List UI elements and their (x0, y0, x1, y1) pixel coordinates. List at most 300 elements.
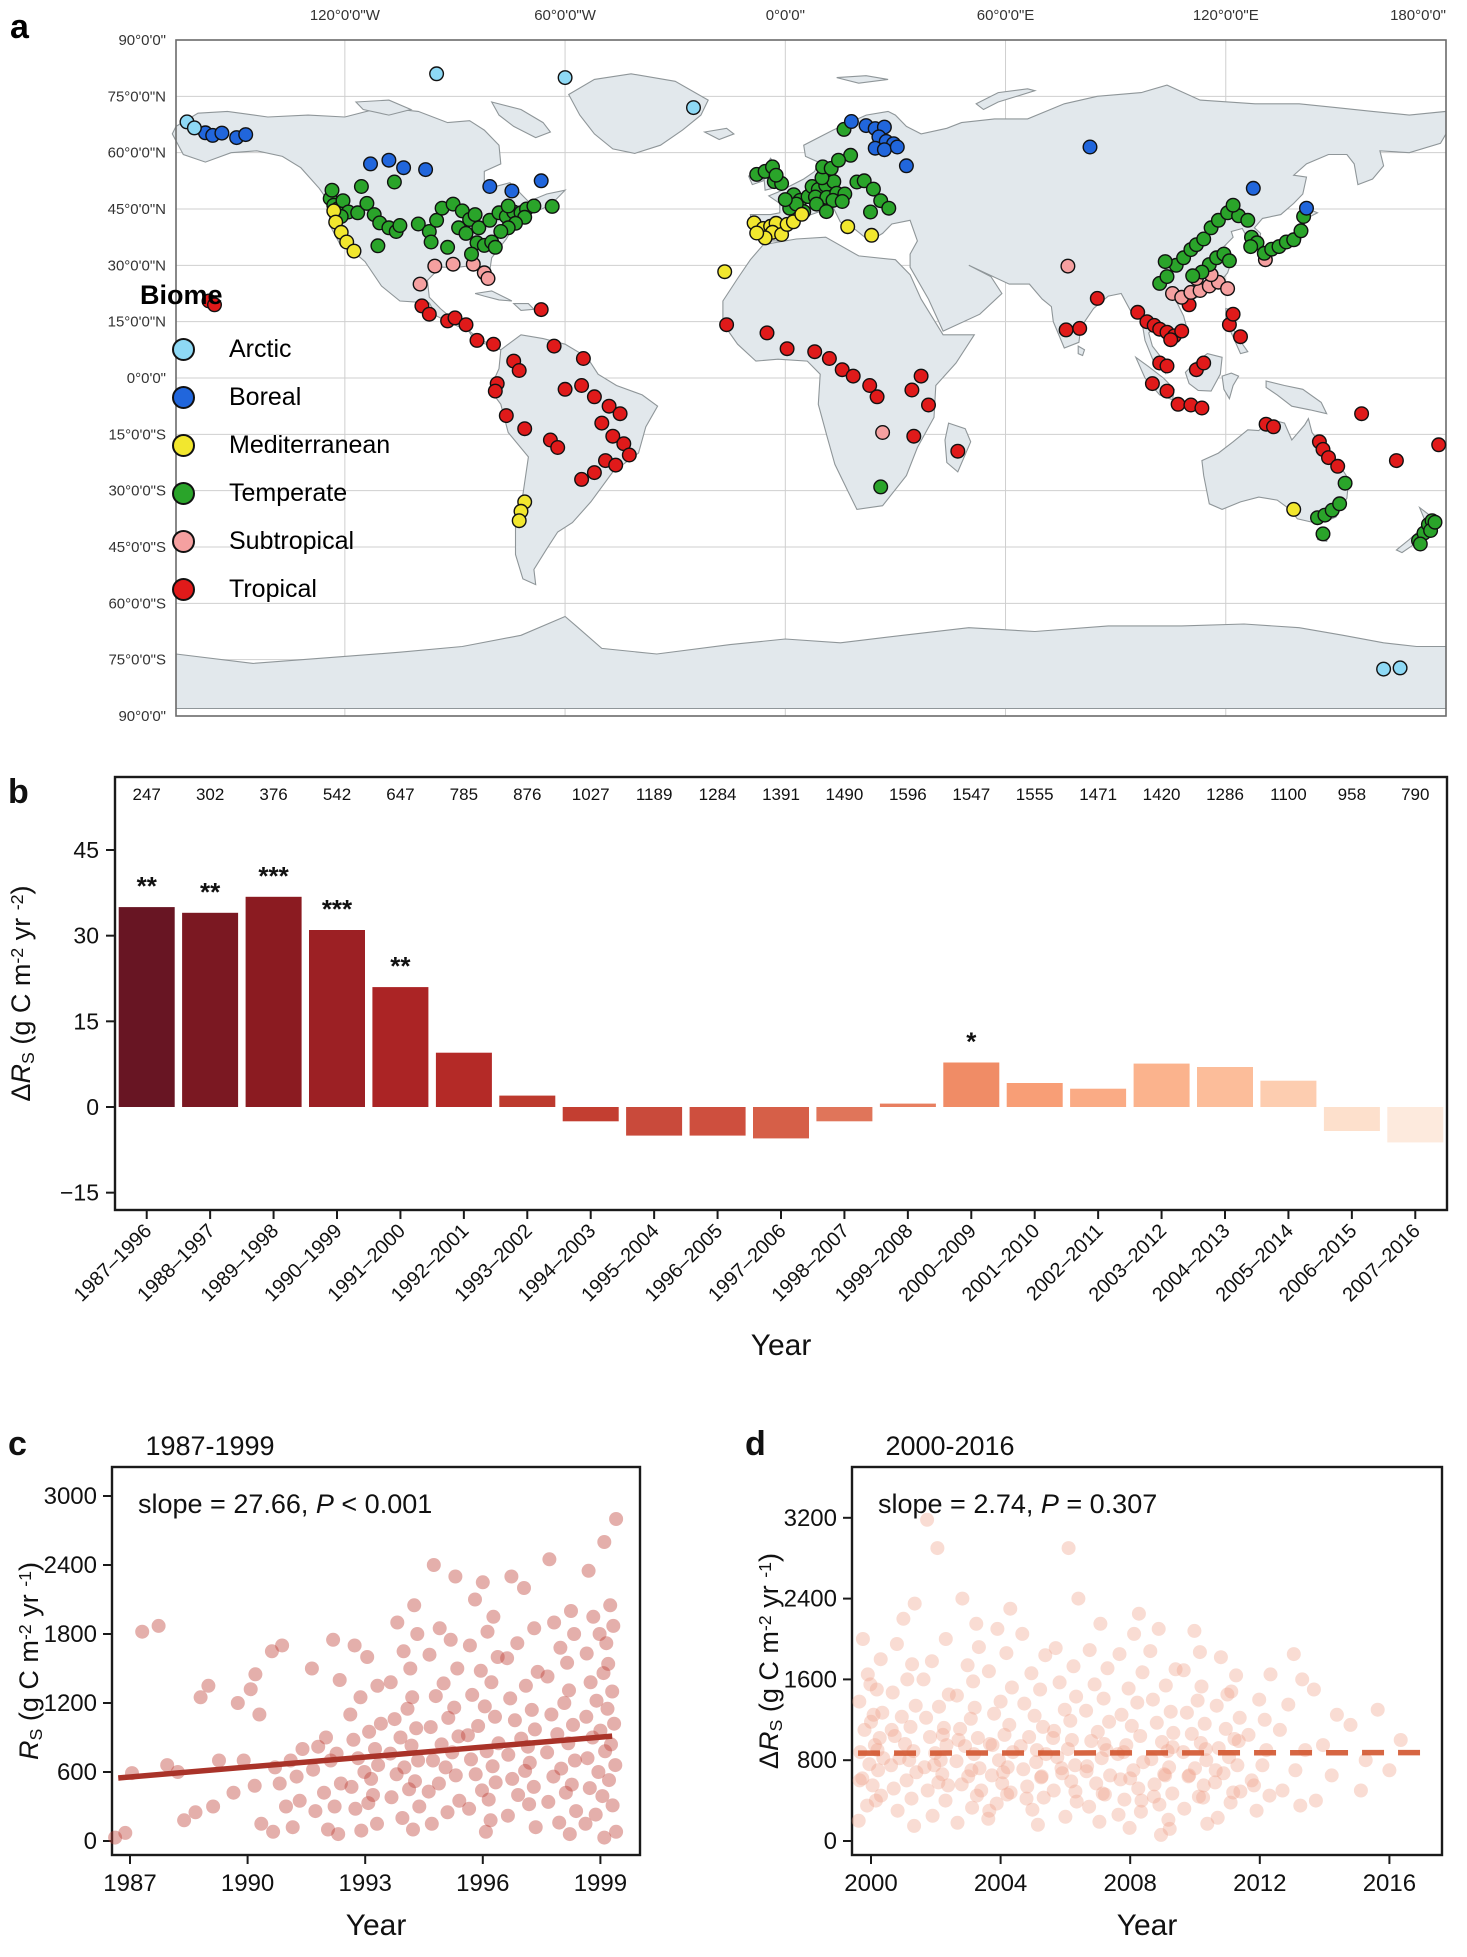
bar-count: 1391 (762, 785, 800, 804)
site-dot (876, 426, 890, 440)
scatter-dot (522, 1797, 536, 1811)
scatter-dot (1164, 1705, 1178, 1719)
scatter-dot (1096, 1787, 1110, 1801)
site-dot (1171, 398, 1185, 412)
panel-b-xlabel: Year (750, 1329, 812, 1362)
site-dot (459, 227, 473, 241)
scatter-dot (927, 1758, 941, 1772)
scatter-dot (1115, 1708, 1129, 1722)
x-tick-label: 2004 (973, 1870, 1028, 1897)
scatter-dot (1055, 1761, 1069, 1775)
scatter-dot (961, 1658, 975, 1672)
site-dot (1432, 438, 1446, 452)
scatter-dot (177, 1813, 191, 1827)
scatter-dot (406, 1823, 420, 1837)
scatter-dot (1177, 1663, 1191, 1677)
legend-item-tropical (140, 565, 440, 613)
site-dot (355, 180, 369, 194)
legend-label: Subtropical (229, 526, 355, 555)
site-dot (393, 219, 407, 233)
site-dot (1160, 270, 1174, 284)
scatter-dot (1307, 1683, 1321, 1697)
scatter-dot (447, 1701, 461, 1715)
site-dot (430, 67, 444, 81)
scatter-dot (1214, 1650, 1228, 1664)
site-dot (750, 226, 764, 240)
x-tick-label: 1987–1996 (69, 1219, 157, 1307)
site-dot (841, 220, 855, 234)
bar-1987–1996 (119, 907, 175, 1107)
scatter-dot (1068, 1785, 1082, 1799)
panel-c-letter: c (8, 1425, 27, 1463)
bar-count: 247 (132, 785, 161, 804)
scatter-dot (345, 1780, 359, 1794)
scatter-dot (206, 1800, 220, 1814)
scatter-dot (286, 1820, 300, 1834)
scatter-dot (567, 1627, 581, 1641)
map-lon-label: 180°0'0" (1390, 7, 1446, 24)
x-tick-label: 1996–2005 (640, 1219, 728, 1307)
bar-1994–2003 (563, 1107, 619, 1121)
site-dot (914, 369, 928, 383)
scatter-dot (1177, 1802, 1191, 1816)
scatter-dot (1135, 1794, 1149, 1808)
scatter-dot (609, 1512, 623, 1526)
bar-1989–1998 (246, 897, 302, 1107)
bar-1995–2004 (626, 1107, 682, 1136)
site-dot (527, 199, 541, 213)
site-dot (864, 205, 878, 219)
scatter-dot (1016, 1762, 1030, 1776)
scatter-dot (966, 1674, 980, 1688)
site-dot (534, 174, 548, 188)
scatter-dot (1187, 1624, 1201, 1638)
scatter-dot (448, 1570, 462, 1584)
scatter-dot (525, 1703, 539, 1717)
scatter-dot (343, 1708, 357, 1722)
scatter-dot (925, 1654, 939, 1668)
scatter-dot (152, 1619, 166, 1633)
bar-1990–1999 (309, 930, 365, 1107)
scatter-dot (1211, 1811, 1225, 1825)
site-dot (1267, 420, 1281, 434)
site-dot (832, 153, 846, 167)
scatter-dot (321, 1823, 335, 1837)
site-dot (882, 201, 896, 215)
site-dot (874, 480, 888, 494)
site-dot (613, 407, 627, 421)
site-dot (481, 272, 495, 286)
scatter-dot (517, 1581, 531, 1595)
site-dot (428, 259, 442, 273)
scatter-dot (1182, 1768, 1196, 1782)
bar-count: 302 (195, 785, 225, 804)
scatter-dot (405, 1690, 419, 1704)
bar-count: 1027 (571, 785, 610, 804)
scatter-dot (1136, 1665, 1150, 1679)
scatter-dot (951, 1816, 965, 1830)
scatter-dot (1123, 1821, 1137, 1835)
site-dot (1061, 259, 1075, 273)
map-lon-label: 60°0'0"E (976, 7, 1035, 24)
scatter-dot (895, 1710, 909, 1724)
scatter-dot (1031, 1818, 1045, 1832)
site-dot (382, 153, 396, 167)
scatter-dot (1371, 1703, 1385, 1717)
scatter-dot (919, 1711, 933, 1725)
site-dot (364, 157, 378, 171)
scatter-dot (1354, 1784, 1368, 1798)
scatter-dot (886, 1686, 900, 1700)
site-dot (1160, 359, 1174, 373)
scatter-dot (891, 1804, 905, 1818)
x-tick-label: 2001–2010 (957, 1219, 1045, 1307)
bar-count: 1596 (888, 785, 927, 804)
scatter-dot (484, 1813, 498, 1827)
scatter-dot (1092, 1815, 1106, 1829)
bar-1991–2000 (372, 987, 428, 1107)
scatter-dot (488, 1710, 502, 1724)
scatter-dot (563, 1827, 577, 1841)
site-dot (512, 364, 526, 378)
x-tick-label: 1990 (220, 1870, 275, 1897)
site-dot (1428, 515, 1442, 529)
scatter-dot (486, 1610, 500, 1624)
scatter-dot (896, 1612, 910, 1626)
scatter-dot (135, 1625, 149, 1639)
map-lon-label: 120°0'0"E (1192, 7, 1259, 24)
bar-1997–2006 (753, 1107, 809, 1138)
x-tick-label: 1998–2007 (767, 1219, 854, 1307)
scatter-dot (569, 1804, 583, 1818)
scatter-dot (468, 1593, 482, 1607)
scatter-dot (1185, 1727, 1199, 1741)
scatter-dot (348, 1639, 362, 1653)
scatter-dot (432, 1777, 446, 1791)
scatter-dot (607, 1717, 621, 1731)
site-dot (1331, 460, 1345, 474)
scatter-dot (1394, 1733, 1408, 1747)
scatter-dot (568, 1754, 582, 1768)
y-tick-label: 1200 (43, 1690, 97, 1717)
scatter-dot (1152, 1622, 1166, 1636)
scatter-dot (463, 1639, 477, 1653)
scatter-dot (1263, 1789, 1277, 1803)
significance-stars: *** (321, 893, 353, 924)
site-dot (595, 416, 609, 430)
scatter-dot (1219, 1722, 1233, 1736)
scatter-dot (231, 1696, 245, 1710)
scatter-dot (1017, 1697, 1031, 1711)
site-dot (846, 369, 860, 383)
scatter-dot (395, 1811, 409, 1825)
legend-label: Temperate (229, 478, 348, 507)
scatter-dot (1146, 1693, 1160, 1707)
scatter-dot (275, 1639, 289, 1653)
scatter-dot (484, 1675, 498, 1689)
legend-dot-temperate (172, 482, 195, 505)
scatter-dot (306, 1763, 320, 1777)
map-lat-label: 45°0'0"S (108, 539, 166, 556)
scatter-dot (1058, 1810, 1072, 1824)
site-dot (1091, 292, 1105, 306)
scatter-dot (595, 1789, 609, 1803)
significance-stars: ** (136, 871, 157, 902)
site-dot (512, 514, 526, 528)
scatter-dot (560, 1656, 574, 1670)
scatter-dot (296, 1742, 310, 1756)
scatter-dot (1101, 1661, 1115, 1675)
scatter-dot (1281, 1698, 1295, 1712)
scatter-dot (856, 1632, 870, 1646)
site-dot (720, 318, 734, 332)
scatter-dot (1210, 1699, 1224, 1713)
panel-b-ylabel: ΔRS (g C m-2 yr -2) (6, 885, 38, 1102)
scatter-dot (212, 1754, 226, 1768)
site-dot (465, 247, 479, 261)
scatter-dot (319, 1731, 333, 1745)
scatter-dot (354, 1690, 368, 1704)
y-tick-label: 45 (73, 837, 99, 864)
scatter-dot (510, 1636, 524, 1650)
scatter-dot (580, 1647, 594, 1661)
site-dot (820, 205, 834, 219)
scatter-dot (409, 1721, 423, 1735)
site-dot (551, 441, 565, 455)
site-dot (239, 128, 253, 142)
scatter-dot (1233, 1711, 1247, 1725)
site-dot (419, 163, 433, 177)
scatter-dot (1252, 1693, 1266, 1707)
bar-1999–2008 (880, 1104, 936, 1107)
scatter-dot (1020, 1780, 1034, 1794)
scatter-dot (1097, 1692, 1111, 1706)
scatter-dot (1276, 1784, 1290, 1798)
legend-dot-arctic (172, 338, 195, 361)
x-tick-label: 2006–2015 (1275, 1219, 1362, 1307)
site-dot (905, 383, 919, 397)
scatter-dot (1165, 1787, 1179, 1801)
scatter-dot (1309, 1794, 1323, 1808)
scatter-dot (1166, 1726, 1180, 1740)
scatter-dot (972, 1640, 986, 1654)
scatter-dot (1035, 1769, 1049, 1783)
site-dot (878, 143, 892, 157)
scatter-dot (1123, 1771, 1137, 1785)
scatter-dot (1287, 1647, 1301, 1661)
y-tick-label: 3000 (43, 1483, 97, 1510)
scatter-dot (1148, 1777, 1162, 1791)
scatter-dot (1024, 1666, 1038, 1680)
scatter-dot (469, 1767, 483, 1781)
site-dot (900, 159, 914, 173)
scatter-dot (606, 1619, 620, 1633)
scatter-dot (1195, 1680, 1209, 1694)
scatter-dot (519, 1679, 533, 1693)
site-dot (1338, 476, 1352, 490)
x-tick-label: 1990–1999 (260, 1219, 347, 1307)
scatter-dot (579, 1710, 593, 1724)
scatter-dot (1180, 1706, 1194, 1720)
site-dot (575, 379, 589, 393)
scatter-panels-c-d (0, 1405, 1467, 1957)
scatter-dot (410, 1627, 424, 1641)
scatter-dot (527, 1621, 541, 1635)
map-lat-label: 60°0'0"N (107, 144, 166, 162)
scatter-dot (541, 1670, 555, 1684)
site-dot (505, 184, 519, 198)
scatter-dot (604, 1737, 618, 1751)
bar-1992–2001 (436, 1053, 492, 1107)
scatter-dot (279, 1800, 293, 1814)
scatter-dot (474, 1664, 488, 1678)
bar-count: 647 (386, 785, 415, 804)
site-dot (951, 444, 965, 458)
scatter-dot (968, 1701, 982, 1715)
scatter-dot (254, 1817, 268, 1831)
scatter-dot (1273, 1723, 1287, 1737)
scatter-dot (450, 1662, 464, 1676)
legend-item-mediterranean (140, 421, 440, 469)
scatter-dot (476, 1575, 490, 1589)
x-tick-label: 2016 (1362, 1870, 1417, 1897)
site-dot (1377, 662, 1391, 676)
scatter-dot (1003, 1602, 1017, 1616)
site-dot (1221, 282, 1235, 296)
bar-1998–2007 (816, 1107, 872, 1121)
scatter-dot (433, 1621, 447, 1635)
site-dot (1160, 384, 1174, 398)
scatter-dot (990, 1622, 1004, 1636)
scatter-dot (1022, 1730, 1036, 1744)
scatter-dot (939, 1794, 953, 1808)
site-dot (500, 409, 514, 423)
scatter-dot (562, 1683, 576, 1697)
site-dot (470, 334, 484, 348)
site-dot (441, 241, 455, 255)
site-dot (518, 422, 532, 436)
bar-chart-panel-b (0, 755, 1467, 1405)
bar-2003–2012 (1134, 1064, 1190, 1107)
bar-2007–2016 (1387, 1107, 1443, 1142)
scatter-dot (397, 1760, 411, 1774)
panel-d-letter: d (745, 1425, 766, 1463)
site-dot (823, 352, 837, 366)
bar-1993–2002 (499, 1096, 555, 1107)
legend-label: Tropical (229, 574, 317, 603)
scatter-dot (1193, 1645, 1207, 1659)
y-tick-label: 0 (83, 1828, 97, 1855)
significance-stars: ** (200, 876, 221, 907)
bar-2000–2009 (943, 1063, 999, 1108)
panel-d-annotation: slope = 2.74, P = 0.307 (878, 1489, 1158, 1519)
scatter-dot (273, 1777, 287, 1791)
legend-item-arctic (140, 325, 440, 373)
scatter-dot (1062, 1541, 1076, 1555)
site-dot (1300, 201, 1314, 215)
site-dot (1158, 255, 1172, 269)
panel-c-title: 1987-1999 (145, 1431, 275, 1461)
scatter-dot (511, 1788, 525, 1802)
scatter-dot (478, 1699, 492, 1713)
site-dot (808, 345, 822, 359)
scatter-dot (366, 1788, 380, 1802)
site-dot (1355, 407, 1369, 421)
map-lat-label: 30°0'0"N (107, 257, 166, 275)
site-dot (588, 390, 602, 404)
map-lat-label: 15°0'0"S (108, 426, 166, 444)
scatter-dot (1122, 1682, 1136, 1696)
scatter-dot (390, 1616, 404, 1630)
scatter-dot (593, 1627, 607, 1641)
scatter-dot (1047, 1784, 1061, 1798)
site-dot (718, 265, 732, 279)
scatter-dot (444, 1633, 458, 1647)
scatter-dot (426, 1754, 440, 1768)
x-tick-label: 1996 (456, 1870, 510, 1897)
scatter-dot (464, 1752, 478, 1766)
scatter-dot (874, 1652, 888, 1666)
site-dot (865, 229, 879, 243)
scatter-dot (357, 1765, 371, 1779)
site-dot (1241, 214, 1255, 228)
site-dot (1226, 198, 1240, 212)
map-lat-label: 30°0'0"S (108, 482, 166, 500)
bar-2006–2015 (1324, 1107, 1380, 1131)
scatter-dot (1113, 1647, 1127, 1661)
site-dot (577, 352, 591, 366)
scatter-dot (986, 1738, 1000, 1752)
scatter-dot (1020, 1792, 1034, 1806)
bar-count: 785 (449, 785, 479, 804)
scatter-dot (354, 1824, 368, 1838)
x-tick-label: 2005–2014 (1211, 1219, 1298, 1307)
scatter-dot (370, 1817, 384, 1831)
scatter-dot (547, 1616, 561, 1630)
scatter-dot (1049, 1641, 1063, 1655)
bar-count: 542 (322, 785, 352, 804)
x-tick-label: 2003–2012 (1084, 1219, 1172, 1307)
scatter-dot (481, 1625, 495, 1639)
scatter-dot (486, 1759, 500, 1773)
site-dot (487, 337, 501, 351)
scatter-dot (597, 1535, 611, 1549)
bar-count: 1547 (952, 785, 991, 804)
scatter-dot (969, 1617, 983, 1631)
scatter-dot (189, 1805, 203, 1819)
site-dot (424, 235, 438, 249)
scatter-dot (950, 1689, 964, 1703)
scatter-dot (887, 1782, 901, 1796)
y-tick-label: 0 (86, 1094, 99, 1120)
bar-count: 1555 (1015, 785, 1054, 804)
scatter-dot (873, 1731, 887, 1745)
bar-count: 1471 (1079, 785, 1118, 804)
scatter-dot (1220, 1688, 1234, 1702)
scatter-dot (475, 1783, 489, 1797)
site-dot (1244, 240, 1258, 254)
site-dot (459, 318, 473, 332)
scatter-dot (1288, 1763, 1302, 1777)
scatter-dot (528, 1722, 542, 1736)
scatter-dot (1088, 1677, 1102, 1691)
site-dot (870, 390, 884, 404)
x-tick-label: 2004–2013 (1148, 1219, 1235, 1307)
scatter-dot (362, 1725, 376, 1739)
scatter-dot (890, 1637, 904, 1651)
scatter-dot (1002, 1718, 1016, 1732)
scatter-dot (852, 1814, 866, 1828)
